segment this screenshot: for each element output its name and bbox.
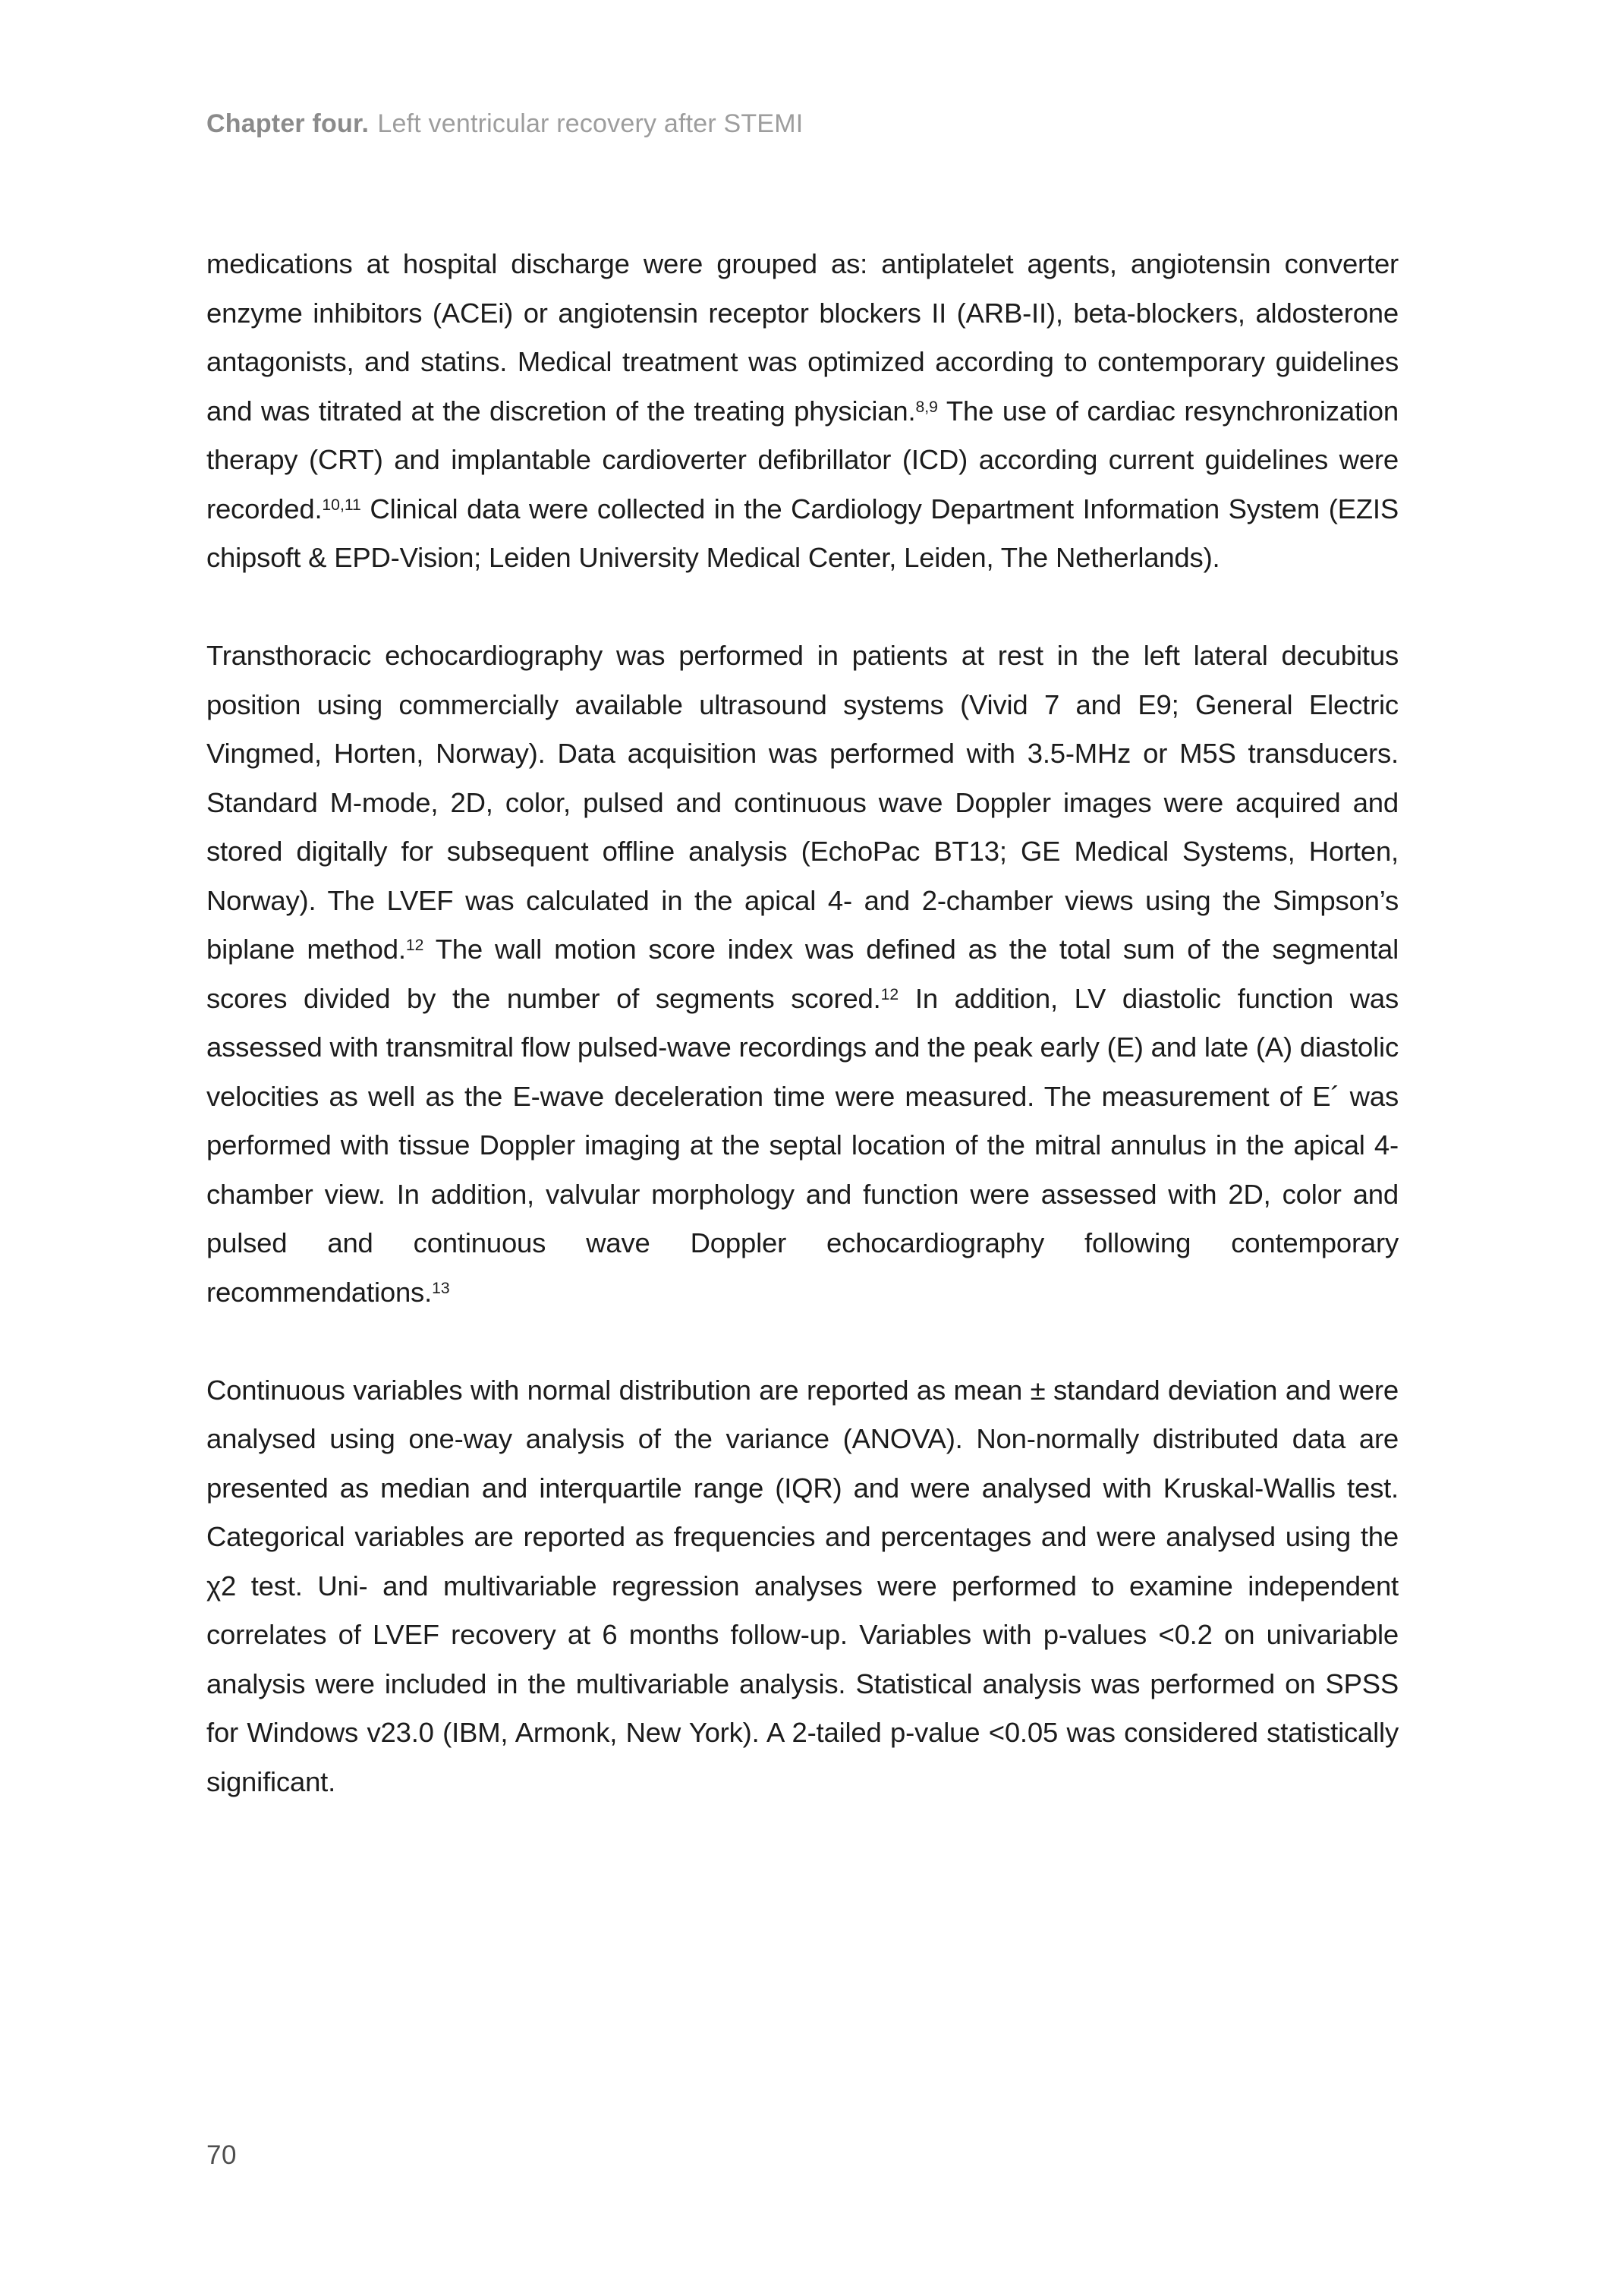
- reference-superscript: 12: [880, 985, 899, 1003]
- reference-superscript: 12: [405, 937, 424, 955]
- text-run: medications at hospital discharge were grouped as: antiplatelet agents, angiotensin converter enzyme inhibitors (ACEi) or angiotensin receptor blockers II (ARB-II), beta-blockers, aldosterone antagonists, and statins. Medical treatment was optimized according to contemporary guidelines and was titrated at the discretion of the treating physician.: [206, 248, 1399, 427]
- text-run: The use of cardiac resynchronization therapy (CRT) and implantable cardioverter defibrillator (ICD) according current guidelines were recorded.: [206, 395, 1399, 524]
- paragraph: [206, 1366, 1399, 1807]
- paragraph: [206, 631, 1399, 1317]
- reference-superscript: 8,9: [915, 398, 938, 416]
- reference-superscript: 10,11: [322, 496, 361, 514]
- page-number: 70: [206, 2140, 237, 2170]
- text-run: The wall motion score index was defined as the total sum of the segmental scores divided by the number of segments scored.: [206, 934, 1399, 1014]
- chapter-title: Left ventricular recovery after STEMI: [377, 109, 804, 138]
- body-text: [206, 240, 1399, 1806]
- text-run: Continuous variables with normal distribution are reported as mean ± standard deviation and were analysed using one-way analysis of the variance (ANOVA). Non-normally distributed data are presented as median and interquartile range (IQR) and were analysed with Kruskal-Wallis test. Categorical variables are reported as frequencies and percentages and were analysed using the χ2 test. Uni- and multivariable regression analyses were performed to examine independent correlates of LVEF recovery at 6 months follow-up. Variables with p-values <0.2 on univariable analysis were included in the multivariable analysis. Statistical analysis was performed on SPSS for Windows v23.0 (IBM, Armonk, New York). A 2-tailed p-value <0.05 was considered statistically significant.: [206, 1374, 1399, 1797]
- text-run: Clinical data were collected in the Cardiology Department Information System (EZIS chipsoft & EPD-Vision; Leiden University Medical Center, Leiden, The Netherlands).: [206, 493, 1399, 573]
- running-header: [206, 109, 803, 140]
- text-run: In addition, LV diastolic function was assessed with transmitral flow pulsed-wave recordings and the peak early (E) and late (A) diastolic velocities as well as the E-wave deceleration time were measured. The measurement of E´ was performed with tissue Doppler imaging at the septal location of the mitral annulus in the apical 4-chamber view. In addition, valvular morphology and function were assessed with 2D, color and pulsed and continuous wave Doppler echocardiography following contemporary recommendations.: [206, 982, 1399, 1308]
- chapter-label: Chapter four.: [206, 109, 370, 138]
- text-run: Transthoracic echocardiography was performed in patients at rest in the left lateral decubitus position using commercially available ultrasound systems (Vivid 7 and E9; General Electric Vingmed, Horten, Norway). Data acquisition was performed with 3.5-MHz or M5S transducers. Standard M-mode, 2D, color, pulsed and continuous wave Doppler images were acquired and stored digitally for subsequent offline analysis (EchoPac BT13; GE Medical Systems, Horten, Norway). The LVEF was calculated in the apical 4- and 2-chamber views using the Simpson’s biplane method.: [206, 640, 1399, 965]
- paragraph: [206, 240, 1399, 583]
- reference-superscript: 13: [432, 1279, 450, 1297]
